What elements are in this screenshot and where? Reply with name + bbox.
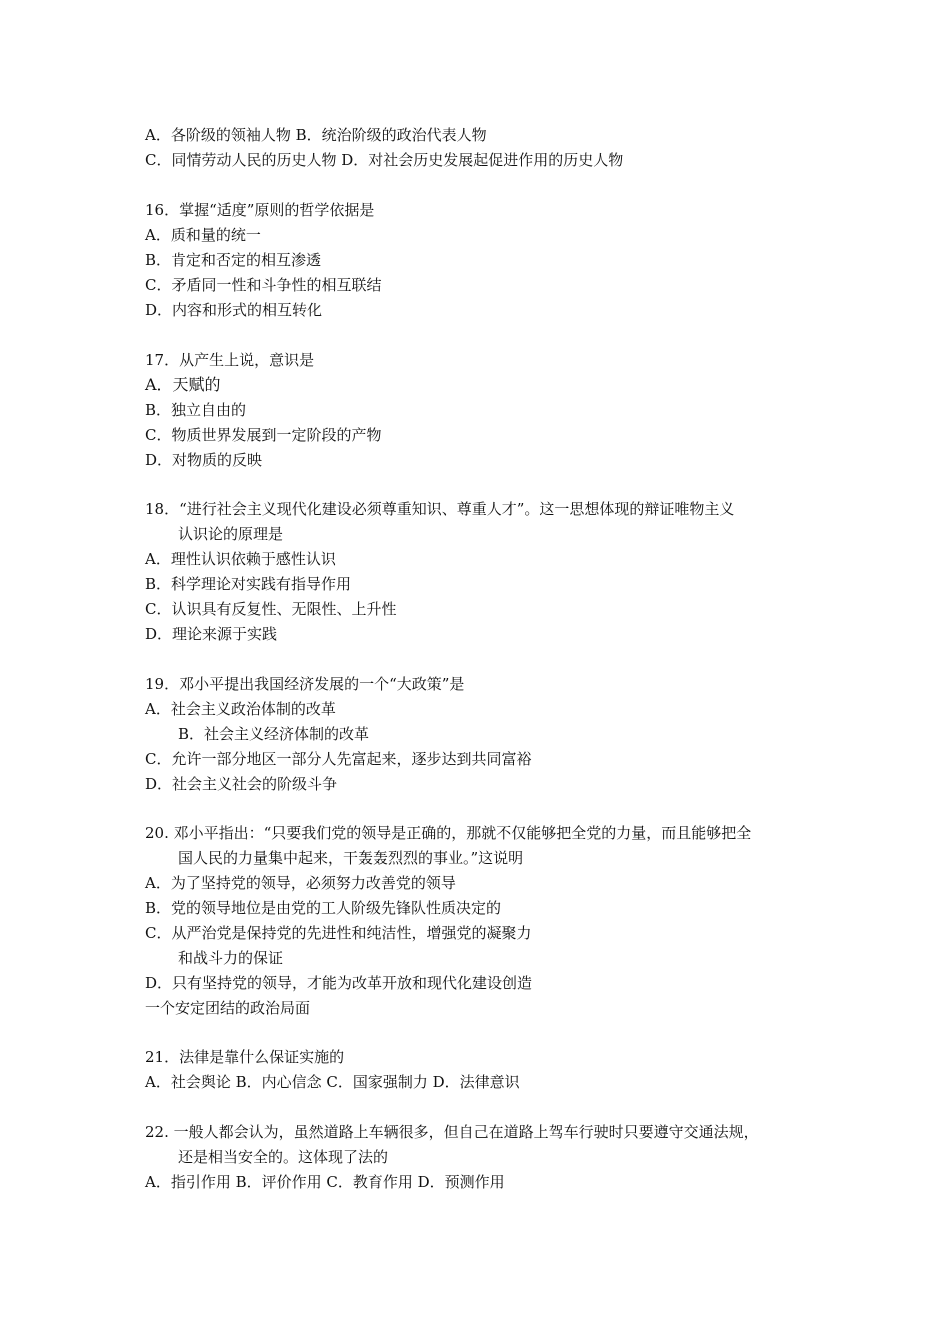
q19-stem: 19．邓小平提出我国经济发展的一个“大政策”是 — [145, 675, 465, 693]
q20-option-d-line2: 一个安定团结的政治局面 — [145, 999, 311, 1017]
q19-option-a: A．社会主义政治体制的改革 — [145, 700, 336, 718]
q22-options: A．指引作用 B．评价作用 C．教育作用 D．预测作用 — [145, 1173, 505, 1191]
q17-option-c: C．物质世界发展到一定阶段的产物 — [145, 426, 382, 444]
q16-stem: 16．掌握“适度”原则的哲学依据是 — [145, 201, 375, 219]
q17-option-a: A．天赋的 — [145, 375, 221, 394]
q17-option-d: D．对物质的反映 — [145, 451, 263, 469]
q19-option-d: D．社会主义社会的阶级斗争 — [145, 775, 338, 793]
q20-stem-line2: 国人民的力量集中起来，干轰轰烈烈的事业。”这说明 — [178, 849, 524, 867]
q16-option-a: A．质和量的统一 — [145, 226, 261, 244]
q17-stem: 17．从产生上说，意识是 — [145, 351, 315, 369]
q19-option-c: C．允许一部分地区一部分人先富起来，逐步达到共同富裕 — [145, 750, 532, 768]
q16-option-c: C．矛盾同一性和斗争性的相互联结 — [145, 276, 382, 294]
q15-options-ab: A．各阶级的领袖人物 B．统治阶级的政治代表人物 — [145, 126, 487, 144]
q16-option-d: D．内容和形式的相互转化 — [145, 301, 323, 319]
q18-stem-line1: 18．“进行社会主义现代化建设必须尊重知识、尊重人才”。这一思想体现的辩证唯物主义 — [145, 500, 735, 518]
q21-stem: 21．法律是靠什么保证实施的 — [145, 1048, 345, 1066]
q18-stem-line2: 认识论的原理是 — [178, 525, 284, 543]
q18-option-d: D．理论来源于实践 — [145, 625, 278, 643]
q18-option-c: C．认识具有反复性、无限性、上升性 — [145, 600, 397, 618]
q21-options: A．社会舆论 B．内心信念 C．国家强制力 D．法律意识 — [145, 1073, 520, 1091]
q20-option-c-line1: C．从严治党是保持党的先进性和纯洁性，增强党的凝聚力 — [145, 924, 532, 942]
q18-option-a: A．理性认识依赖于感性认识 — [145, 550, 336, 568]
q18-option-b: B．科学理论对实践有指导作用 — [145, 575, 352, 593]
q19-option-b: B．社会主义经济体制的改革 — [178, 725, 370, 743]
q20-option-c-line2: 和战斗力的保证 — [178, 949, 284, 967]
q22-stem-line2: 还是相当安全的。这体现了法的 — [178, 1148, 389, 1166]
q17-option-b: B．独立自由的 — [145, 401, 247, 419]
q20-option-a: A．为了坚持党的领导，必须努力改善党的领导 — [145, 874, 456, 892]
q20-option-b: B．党的领导地位是由党的工人阶级先锋队性质决定的 — [145, 899, 502, 917]
q16-option-b: B．肯定和否定的相互渗透 — [145, 251, 322, 269]
q22-stem-line1: 22. 一般人都会认为，虽然道路上车辆很多，但自己在道路上驾车行驶时只要遵守交通法规， — [145, 1123, 759, 1141]
q15-options-cd: C．同情劳动人民的历史人物 D．对社会历史发展起促进作用的历史人物 — [145, 151, 624, 169]
q20-stem-line1: 20. 邓小平指出：“只要我们党的领导是正确的，那就不仅能够把全党的力量，而且能够把全 — [145, 824, 752, 842]
q20-option-d-line1: D．只有坚持党的领导，才能为改革开放和现代化建设创造 — [145, 974, 533, 992]
